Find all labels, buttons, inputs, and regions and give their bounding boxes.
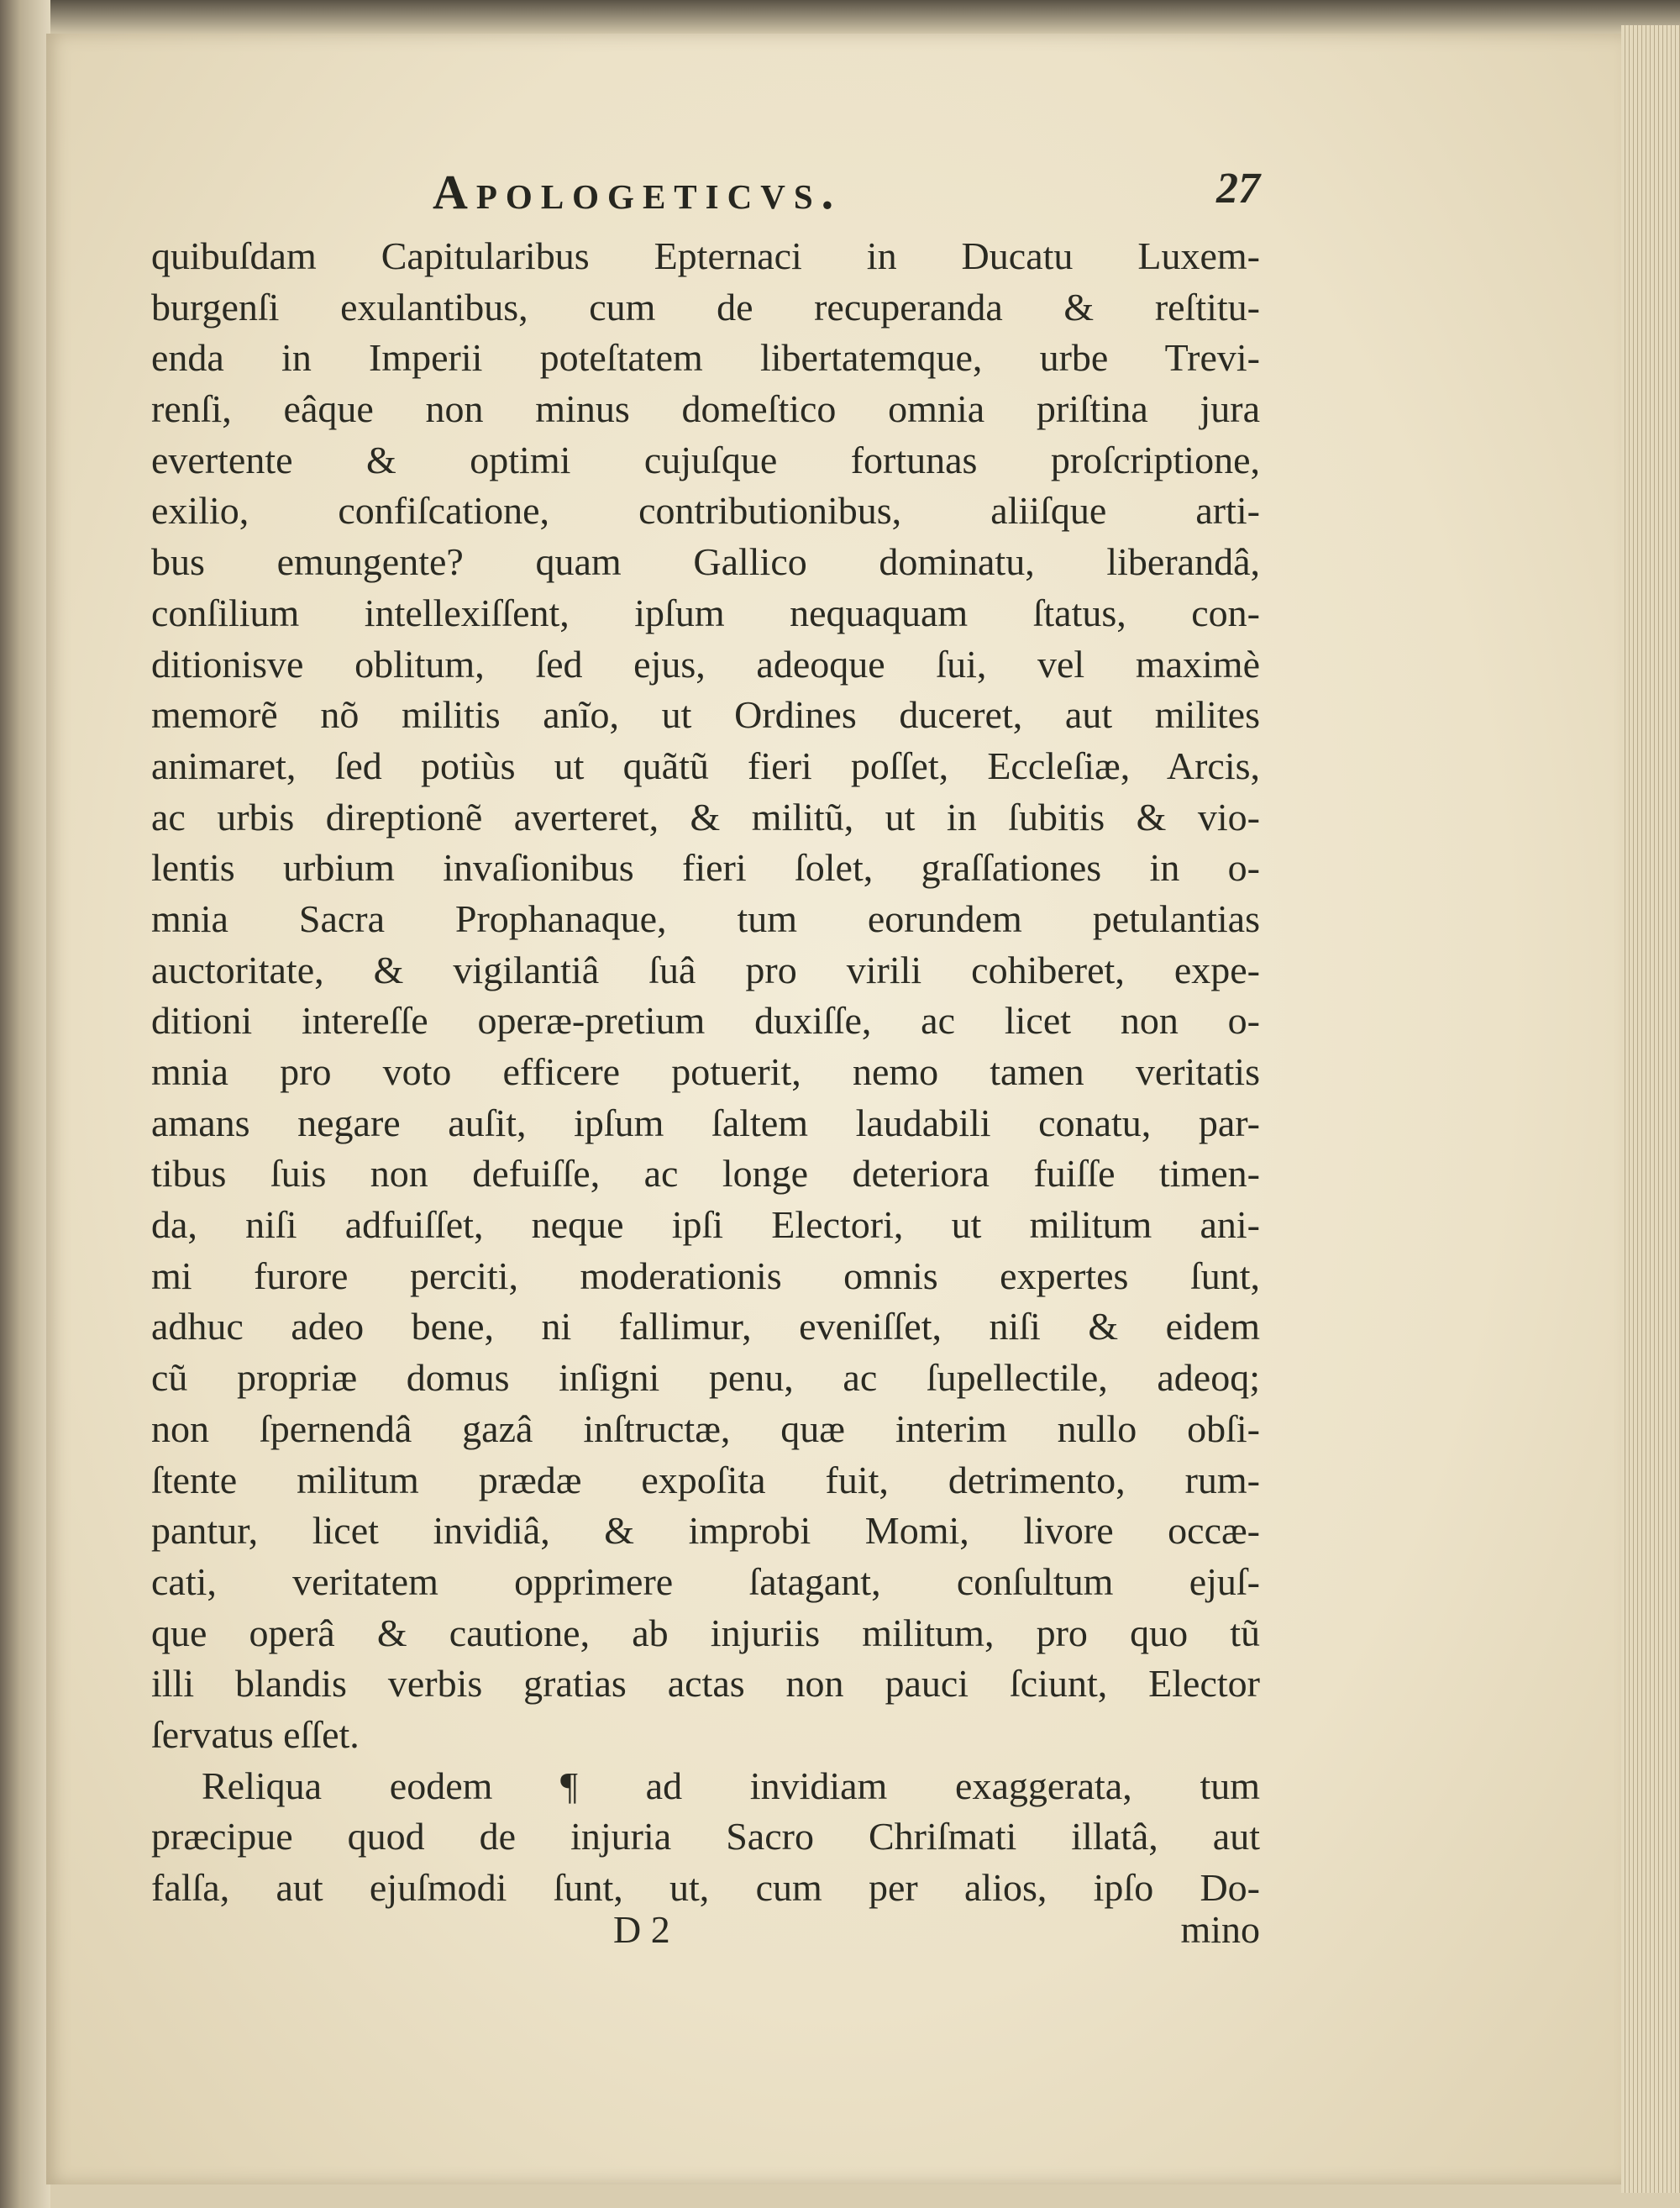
text-line: non ſpernendâ gazâ inſtructæ, quæ interim nullo obſi- [151, 1406, 1260, 1450]
text-line: da, niſi adfuiſſet, neque ipſi Electori, ut militum ani- [151, 1203, 1260, 1247]
text-line: cũ propriæ domus inſigni penu, ac ſupellectile, adeoq; [151, 1356, 1260, 1400]
text-line: mnia pro voto efficere potuerit, nemo tamen veritatis [151, 1050, 1260, 1093]
running-header [151, 164, 1260, 231]
text-line: memorẽ nõ militis anĩo, ut Ordines duceret, aut milites [151, 693, 1260, 737]
text-line: tibus ſuis non defuiſſe, ac longe deteriora fuiſſe timen- [151, 1152, 1260, 1196]
running-title: Apologeticvs. [433, 165, 843, 219]
text-line: pantur, licet invidiâ, & improbi Momi, livore occæ- [151, 1509, 1260, 1553]
text-line: que operâ & cautione, ab injuriis militum, pro quo tũ [151, 1611, 1260, 1654]
body-text [151, 231, 1260, 1914]
text-line: illi blandis verbis gratias actas non pauci ſciunt, Elector [151, 1662, 1260, 1706]
text-line: renſi, eâque non minus domeſtico omnia priſtina jura [151, 387, 1260, 431]
text-line: præcipue quod de injuria Sacro Chriſmati illatâ, aut [151, 1815, 1260, 1858]
text-line: ditioni intereſſe operæ-pretium duxiſſe, ac licet non o- [151, 999, 1260, 1043]
page-footer [151, 1907, 1260, 1966]
text-line: cati, veritatem opprimere ſatagant, conſultum ejuſ- [151, 1559, 1260, 1603]
text-line: exilio, confiſcatione, contributionibus, aliiſque arti- [151, 489, 1260, 533]
text-line: amans negare auſit, ipſum ſaltem laudabili conatu, par- [151, 1101, 1260, 1144]
text-line: mnia Sacra Prophanaque, tum eorundem petulantias [151, 896, 1260, 940]
page-number: 27 [1216, 165, 1260, 213]
text-line: lentis urbium invaſionibus fieri ſolet, graſſationes in o- [151, 846, 1260, 890]
signature-mark: D 2 [613, 1908, 670, 1951]
text-line: burgenſi exulantibus, cum de recuperanda & reſtitu- [151, 285, 1260, 329]
scan-top-edge [0, 0, 1680, 34]
text-line: enda in Imperii poteſtatem libertatemque, urbe Trevi- [151, 336, 1260, 380]
text-line: quibuſdam Capitularibus Epternaci in Ducatu Luxem- [151, 234, 1260, 277]
book-binding [0, 0, 50, 2208]
text-line: auctoritate, & vigilantiâ ſuâ pro virili cohiberet, expe- [151, 948, 1260, 991]
text-line: Reliqua eodem ¶ ad invidiam exaggerata, tum [202, 1764, 1260, 1807]
text-line: conſilium intellexiſſent, ipſum nequaquam ſtatus, con- [151, 591, 1260, 634]
text-line: animaret, ſed potiùs ut quãtũ fieri poſſet, Eccleſiæ, Arcis, [151, 744, 1260, 787]
text-line: falſa, aut ejuſmodi ſunt, ut, cum per alios, ipſo Do- [151, 1866, 1260, 1909]
text-line: evertente & optimi cujuſque fortunas proſcriptione, [151, 438, 1260, 481]
text-line: adhuc adeo bene, ni fallimur, eveniſſet, niſi & eidem [151, 1305, 1260, 1348]
page-edges [1621, 25, 1680, 2193]
text-line: ſtente militum prædæ expoſita fuit, detrimento, rum- [151, 1458, 1260, 1501]
text-line: ſervatus eſſet. [151, 1712, 360, 1756]
text-line: mi furore perciti, moderationis omnis expertes ſunt, [151, 1254, 1260, 1297]
text-line: ditionisve oblitum, ſed ejus, adeoque ſui, vel maximè [151, 642, 1260, 686]
catchword: mino [1180, 1908, 1260, 1951]
text-line: ac urbis direptionẽ averteret, & militũ, ut in ſubitis & vio- [151, 795, 1260, 839]
text-line: bus emungente? quam Gallico dominatu, liberandâ, [151, 540, 1260, 584]
